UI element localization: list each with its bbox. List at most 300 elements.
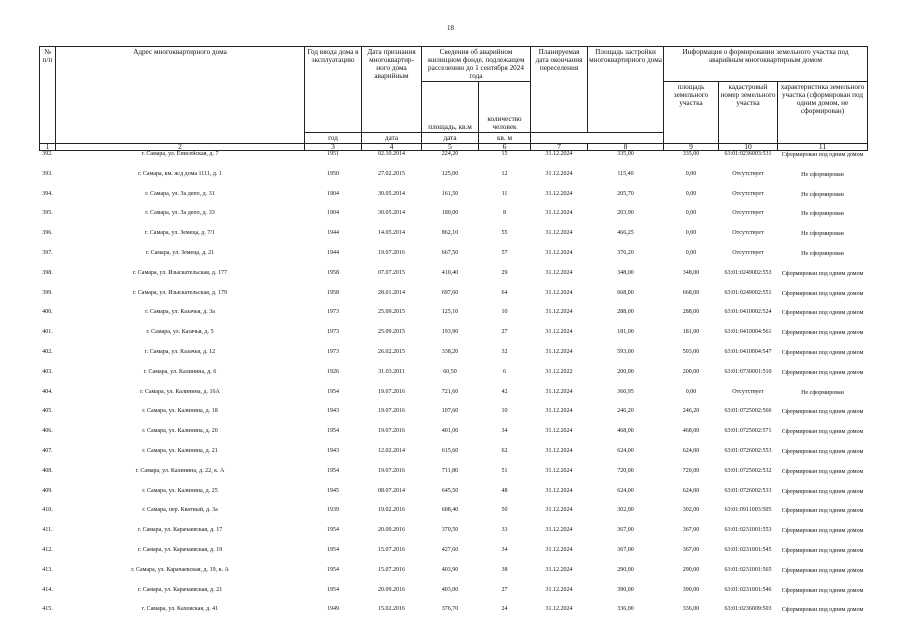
table-row: [40, 369, 868, 389]
cadastral-number-cell: 63:01:0231001:546: [724, 586, 772, 593]
area-cell: 107,60: [441, 408, 459, 415]
building-area-cell: 290,00: [617, 566, 634, 573]
address-cell: г. Самара, пер. Кватный, д. 3а: [142, 507, 218, 514]
row-number: 401.: [42, 329, 53, 336]
area-cell: 180,00: [441, 210, 459, 217]
planned-date-cell: 31.12.2024: [545, 289, 573, 296]
building-area-cell: 200,00: [617, 368, 634, 375]
land-status-cell: Сформирован под одним домом: [781, 448, 864, 455]
people-count-cell: 57: [501, 249, 508, 256]
emergency-date-cell: 08.07.2014: [378, 487, 405, 494]
people-count-cell: 10: [501, 309, 508, 316]
land-area-cell: 593,00: [682, 348, 700, 355]
area-cell: 427,60: [441, 546, 459, 553]
land-area-cell: 624,00: [682, 487, 700, 494]
cadastral-number-cell: 63:01:0236003:531: [724, 151, 772, 157]
year-built-cell: 1958: [327, 289, 339, 296]
column-number: 10: [719, 144, 778, 151]
people-count-cell: 38: [501, 566, 508, 573]
cadastral-number-cell: Отсутствует: [732, 230, 764, 237]
area-cell: 615,60: [441, 447, 459, 454]
year-built-cell: 1954: [327, 586, 339, 593]
row-number: 402.: [42, 348, 53, 355]
header-number: № п/п: [40, 47, 56, 144]
land-area-cell: 468,00: [682, 428, 700, 435]
year-built-cell: 1954: [327, 566, 339, 573]
people-count-cell: 62: [501, 447, 508, 454]
table-body: [40, 151, 868, 627]
column-number: 1: [40, 144, 56, 151]
planned-date-cell: 31.12.2024: [545, 170, 573, 177]
building-area-cell: 720,00: [617, 467, 634, 474]
building-area-cell: 367,00: [617, 546, 634, 553]
year-built-cell: 1944: [327, 230, 339, 237]
building-area-cell: 335,00: [617, 151, 634, 157]
address-cell: г. Самара, ул. Калинина, д. 20: [142, 428, 218, 435]
page-number: 18: [447, 24, 454, 32]
planned-date-cell: 31.12.2024: [545, 447, 573, 454]
land-area-cell: 0,00: [685, 210, 697, 217]
land-status-cell: Сформирован под одним домом: [781, 587, 864, 594]
header-land-info: Информация о формировании земельного участка под аварийным многоквартирным домом: [664, 47, 868, 82]
planned-date-cell: 31.12.2024: [545, 210, 573, 217]
people-count-cell: 15: [501, 151, 508, 157]
header-emergency-fund: Сведения об аварийном жилищном фонде, подлежащем расселению до 1 сентября 2024 года: [422, 47, 531, 82]
address-cell: г. Самара, ул. Казачья, д. 12: [144, 348, 216, 355]
address-cell: г. Самара, ул. Енисейская, д. 7: [141, 151, 219, 157]
planned-date-cell: 31.12.2024: [545, 527, 573, 534]
address-cell: г. Самара, км. ж/д дома 1111, д. 1: [138, 170, 222, 177]
row-number: 399.: [42, 289, 53, 296]
emergency-housing-table: [39, 46, 868, 626]
year-built-cell: 1954: [327, 428, 339, 435]
address-cell: г. Самара, ул. Карачаевская, д. 21: [137, 586, 223, 593]
cadastral-number-cell: 63:01:0231001:545: [724, 546, 772, 553]
table-row: [40, 448, 868, 468]
area-cell: 711,80: [441, 467, 459, 474]
table-row: [40, 428, 868, 448]
cadastral-number-cell: 63:01:0231001:565: [724, 566, 772, 573]
column-numbers-row: [40, 144, 868, 151]
year-built-cell: 1904: [327, 190, 339, 197]
emergency-date-cell: 19.07.2016: [378, 467, 405, 474]
cadastral-number-cell: 63:01:0231001:553: [724, 527, 772, 534]
header-address: Адрес многоквартирного дома: [56, 47, 305, 144]
cadastral-number-cell: 63:01:0236009:503: [724, 606, 772, 613]
land-status-cell: Сформирован под одним домом: [781, 528, 864, 535]
people-count-cell: 32: [501, 348, 508, 355]
people-count-cell: 48: [501, 487, 508, 494]
land-status-cell: Сформирован под одним домом: [781, 547, 864, 554]
year-built-cell: 1973: [327, 309, 339, 316]
table-row: [40, 567, 868, 587]
area-cell: 410,40: [441, 269, 459, 276]
building-area-cell: 360,95: [617, 388, 634, 395]
land-area-cell: 288,00: [682, 309, 700, 316]
cadastral-number-cell: 63:01:0249002:553: [724, 269, 772, 276]
land-area-cell: 390,00: [682, 586, 700, 593]
table-row: [40, 250, 868, 270]
land-area-cell: 720,00: [682, 467, 700, 474]
emergency-date-cell: 15.07.2016: [378, 566, 405, 573]
emergency-date-cell: 19.07.2016: [378, 428, 405, 435]
header-building-area: Площадь застройки многоквартирного дома: [588, 47, 664, 133]
table-row: [40, 309, 868, 329]
header-units-year: год: [305, 133, 362, 144]
land-area-cell: 336,00: [682, 606, 700, 613]
cadastral-number-cell: Отсутствует: [732, 210, 764, 217]
area-cell: 161,50: [441, 190, 459, 197]
header-units-people: количество человек: [479, 82, 531, 133]
cadastral-number-cell: 63:01:0725002:532: [724, 467, 772, 474]
cadastral-number-cell: 63:01:0249002:551: [724, 289, 772, 296]
area-cell: 193,90: [441, 329, 459, 336]
emergency-date-cell: 02.10.2014: [378, 151, 405, 157]
land-status-cell: Не сформирован: [801, 171, 844, 178]
planned-date-cell: 31.12.2024: [545, 249, 573, 256]
header-emergency-date: Дата признания многоквартир-ного дома аварийным: [362, 47, 422, 133]
people-count-cell: 29: [501, 269, 508, 276]
land-status-cell: Сформирован под одним домом: [781, 369, 864, 376]
land-status-cell: Сформирован под одним домом: [781, 349, 864, 356]
year-built-cell: 1973: [327, 329, 339, 336]
land-area-cell: 246,20: [682, 408, 700, 415]
land-area-cell: 290,00: [682, 566, 700, 573]
land-status-cell: Сформирован под одним домом: [781, 607, 864, 614]
emergency-date-cell: 07.07.2015: [378, 269, 405, 276]
header-units-plan-date: дата: [422, 133, 479, 144]
table-row: [40, 151, 868, 171]
year-built-cell: 1945: [327, 487, 339, 494]
area-cell: 721,60: [441, 388, 459, 395]
cadastral-number-cell: 63:01:0726002:533: [724, 487, 772, 494]
emergency-date-cell: 25.09.2015: [378, 309, 405, 316]
year-built-cell: 1951: [327, 151, 339, 157]
land-status-cell: Сформирован под одним домом: [781, 468, 864, 475]
address-cell: г. Самара, ул. Земеца, д. 21: [145, 249, 215, 256]
area-cell: 401,00: [441, 428, 459, 435]
row-number: 394.: [42, 190, 53, 197]
row-number: 415.: [42, 606, 53, 613]
people-count-cell: 34: [501, 428, 508, 435]
emergency-date-cell: 19.07.2016: [378, 408, 405, 415]
row-number: 414.: [42, 586, 53, 593]
address-cell: г. Самара, ул. Казачья, д. 5: [146, 329, 214, 336]
area-cell: 403,90: [441, 566, 459, 573]
cadastral-number-cell: 63:01:0725002:566: [724, 408, 772, 415]
row-number: 393.: [42, 170, 53, 177]
building-area-cell: 390,00: [617, 586, 634, 593]
planned-date-cell: 31.12.2024: [545, 408, 573, 415]
land-status-cell: Не сформирован: [801, 231, 844, 238]
cadastral-number-cell: 63:01:0911003:505: [724, 507, 772, 514]
land-status-cell: Не сформирован: [801, 211, 844, 218]
column-number: 3: [305, 144, 362, 151]
row-number: 406.: [42, 428, 53, 435]
land-area-cell: 348,00: [682, 269, 700, 276]
table-row: [40, 527, 868, 547]
address-cell: г. Самара, ул. Калинина, д. 21: [142, 447, 218, 454]
land-status-cell: Сформирован под одним домом: [781, 488, 864, 495]
table-row: [40, 507, 868, 527]
area-cell: 608,40: [441, 507, 459, 514]
table-row: [40, 171, 868, 191]
address-cell: г. Самара, ул. За депо, д. 33: [145, 210, 215, 217]
land-status-cell: Не сформирован: [801, 250, 844, 257]
year-built-cell: 1954: [327, 546, 339, 553]
land-status-cell: Сформирован под одним домом: [781, 567, 864, 574]
planned-date-cell: 31.12.2024: [545, 190, 573, 197]
planned-date-cell: 31.12.2024: [545, 230, 573, 237]
table-row: [40, 329, 868, 349]
area-cell: 403,00: [441, 586, 459, 593]
emergency-date-cell: 12.02.2014: [378, 447, 405, 454]
table-row: [40, 230, 868, 250]
planned-date-cell: 31.12.2024: [545, 329, 573, 336]
planned-date-cell: 31.12.2024: [545, 586, 573, 593]
year-built-cell: 1954: [327, 388, 339, 395]
planned-date-cell: 31.12.2024: [545, 507, 573, 514]
land-area-cell: 200,00: [682, 368, 700, 375]
table-row: [40, 270, 868, 290]
area-cell: 667,50: [441, 249, 459, 256]
planned-date-cell: 31.12.2024: [545, 467, 573, 474]
people-count-cell: 27: [501, 329, 508, 336]
column-number: 2: [56, 144, 305, 151]
table-row: [40, 349, 868, 369]
people-count-cell: 33: [501, 527, 508, 534]
address-cell: г. Самара, ул. Каховская, д. 41: [141, 606, 219, 613]
cadastral-number-cell: Отсутствует: [732, 249, 764, 256]
land-status-cell: Сформирован под одним домом: [781, 409, 864, 416]
land-area-cell: 0,00: [685, 230, 697, 237]
table-row: [40, 408, 868, 428]
building-area-cell: 624,00: [617, 447, 634, 454]
column-number: 5: [422, 144, 479, 151]
people-count-cell: 11: [501, 190, 508, 197]
row-number: 410.: [42, 507, 53, 514]
land-status-cell: Сформирован под одним домом: [781, 290, 864, 297]
people-count-cell: 8: [503, 210, 506, 217]
column-number: 8: [588, 144, 664, 151]
header-units-sqm: кв. м: [479, 133, 531, 144]
land-status-cell: Не сформирован: [801, 191, 844, 198]
emergency-date-cell: 31.03.2011: [378, 368, 405, 375]
row-number: 407.: [42, 447, 53, 454]
building-area-cell: 624,00: [617, 487, 634, 494]
header-year-built: Год ввода дома в эксплуатацию: [305, 47, 362, 133]
building-area-cell: 668,00: [617, 289, 634, 296]
year-built-cell: 1943: [327, 408, 339, 415]
row-number: 398.: [42, 269, 53, 276]
emergency-date-cell: 27.02.2015: [378, 170, 405, 177]
address-cell: г. Самара, ул. Калинина, д. 18: [142, 408, 218, 415]
header-cadastral: кадастровый номер земельного участка: [719, 82, 778, 144]
row-number: 392.: [42, 151, 53, 157]
cadastral-number-cell: Отсутствует: [732, 190, 764, 197]
land-area-cell: 0,00: [685, 190, 697, 197]
area-cell: 370,50: [441, 527, 459, 534]
emergency-date-cell: 26.02.2015: [378, 348, 405, 355]
building-area-cell: 181,00: [617, 329, 634, 336]
row-number: 413.: [42, 566, 53, 573]
row-number: 409.: [42, 487, 53, 494]
land-status-cell: Сформирован под одним домом: [781, 270, 864, 277]
header-land-status: характеристика земельного участка (сформирован под одним домом, не сформирован): [778, 82, 868, 144]
building-area-cell: 246,20: [617, 408, 634, 415]
year-built-cell: 1944: [327, 249, 339, 256]
cadastral-number-cell: 63:01:0726002:553: [724, 447, 772, 454]
people-count-cell: 64: [501, 289, 508, 296]
area-cell: 60,50: [443, 368, 457, 375]
emergency-date-cell: 19.02.2016: [378, 507, 405, 514]
column-number: 11: [778, 144, 868, 151]
table-row: [40, 290, 868, 310]
address-cell: г. Самара, ул. Калинина, д. 25: [142, 487, 218, 494]
cadastral-number-cell: 63:01:0410004:547: [724, 348, 772, 355]
address-cell: г. Самара, ул. Земеца, д. 7/1: [145, 230, 215, 237]
row-number: 411.: [42, 527, 53, 534]
planned-date-cell: 31.12.2024: [545, 428, 573, 435]
row-number: 404.: [42, 388, 53, 395]
header-land-area: площадь земельного участка: [664, 82, 719, 144]
cadastral-number-cell: 63:01:0725002:571: [724, 428, 772, 435]
emergency-date-cell: 20.09.2016: [378, 586, 405, 593]
table-row: [40, 191, 868, 211]
table-row: [40, 547, 868, 567]
row-number: 400.: [42, 309, 53, 316]
building-area-cell: 348,00: [617, 269, 634, 276]
planned-date-cell: 31.12.2024: [545, 388, 573, 395]
row-number: 405.: [42, 408, 53, 415]
building-area-cell: 205,70: [617, 190, 634, 197]
land-area-cell: 0,00: [685, 170, 697, 177]
land-status-cell: Сформирован под одним домом: [781, 310, 864, 317]
emergency-date-cell: 19.07.2016: [378, 249, 405, 256]
table-row: [40, 587, 868, 607]
address-cell: г. Самара, ул. За депо, д. 31: [145, 190, 215, 197]
area-cell: 645,50: [441, 487, 459, 494]
people-count-cell: 10: [501, 408, 508, 415]
area-cell: 125,10: [441, 309, 459, 316]
year-built-cell: 1954: [327, 527, 339, 534]
planned-date-cell: 31.12.2024: [545, 606, 573, 613]
table-header: [40, 47, 868, 151]
land-area-cell: 624,00: [682, 447, 700, 454]
building-area-cell: 288,00: [617, 309, 634, 316]
planned-date-cell: 31.12.2024: [545, 151, 573, 157]
year-built-cell: 1950: [327, 170, 339, 177]
column-number: 4: [362, 144, 422, 151]
year-built-cell: 1939: [327, 507, 339, 514]
column-number: 6: [479, 144, 531, 151]
people-count-cell: 6: [503, 368, 506, 375]
building-area-cell: 336,00: [617, 606, 634, 613]
people-count-cell: 27: [501, 586, 508, 593]
emergency-date-cell: 30.05.2014: [378, 210, 405, 217]
year-built-cell: 1973: [327, 348, 339, 355]
land-area-cell: 668,00: [682, 289, 700, 296]
land-area-cell: 335,00: [682, 151, 700, 157]
land-area-cell: 0,00: [685, 388, 697, 395]
people-count-cell: 51: [501, 467, 508, 474]
people-count-cell: 24: [501, 606, 508, 613]
land-status-cell: Сформирован под одним домом: [781, 330, 864, 337]
building-area-cell: 466,25: [617, 230, 634, 237]
year-built-cell: 1954: [327, 467, 339, 474]
row-number: 412.: [42, 546, 53, 553]
table-row: [40, 389, 868, 409]
row-number: 408.: [42, 467, 53, 474]
address-cell: г. Самара, ул. Изыскательская, д. 177: [133, 269, 227, 276]
land-area-cell: 367,00: [682, 546, 700, 553]
address-cell: г. Самара, ул. Калинина, д. 6: [143, 368, 217, 375]
area-cell: 338,20: [441, 348, 459, 355]
building-area-cell: 593,00: [617, 348, 634, 355]
planned-date-cell: 31.12.2024: [545, 269, 573, 276]
table-row: [40, 606, 868, 626]
area-cell: 697,60: [441, 289, 459, 296]
emergency-date-cell: 14.05.2014: [378, 230, 405, 237]
planned-date-cell: 31.12.2024: [545, 566, 573, 573]
people-count-cell: 55: [501, 230, 508, 237]
area-cell: 125,00: [441, 170, 459, 177]
row-number: 397.: [42, 249, 53, 256]
row-number: 396.: [42, 230, 53, 237]
cadastral-number-cell: 63:01:0730001:510: [724, 368, 772, 375]
cadastral-number-cell: 63:01:0410002:524: [724, 309, 772, 316]
land-status-cell: Сформирован под одним домом: [781, 508, 864, 515]
header-units-date: дата: [362, 133, 422, 144]
table-row: [40, 468, 868, 488]
building-area-cell: 302,00: [617, 507, 634, 514]
people-count-cell: 12: [501, 170, 508, 177]
area-cell: 224,20: [441, 151, 459, 157]
emergency-date-cell: 15.02.2016: [378, 606, 405, 613]
emergency-date-cell: 20.09.2016: [378, 527, 405, 534]
address-cell: г. Самара, ул. Изыскательская, д. 179: [133, 289, 227, 296]
year-built-cell: 1943: [327, 447, 339, 454]
cadastral-number-cell: Отсутствует: [732, 388, 764, 395]
year-built-cell: 1926: [327, 368, 339, 375]
land-status-cell: Не сформирован: [801, 389, 844, 396]
row-number: 403.: [42, 368, 53, 375]
column-number: 7: [531, 144, 588, 151]
address-cell: г. Самара, ул. Калинина, д. 16А: [140, 388, 220, 395]
address-cell: г. Самара, ул. Казачья, д. 3а: [145, 309, 215, 316]
people-count-cell: 50: [501, 507, 508, 514]
header-units-area: площадь, кв.м: [422, 82, 479, 133]
planned-date-cell: 31.12.2024: [545, 348, 573, 355]
address-cell: г. Самара, ул. Карачаевская, д. 19: [137, 546, 223, 553]
building-area-cell: 468,00: [617, 428, 634, 435]
cadastral-number-cell: 63:01:0410004:561: [724, 329, 772, 336]
address-cell: г. Самара, ул. Карачаевская, д. 17: [137, 527, 223, 534]
emergency-date-cell: 19.07.2016: [378, 388, 405, 395]
building-area-cell: 203,90: [617, 210, 634, 217]
address-cell: г. Самара, ул. Карачаевская, д. 19, к. А: [131, 566, 229, 573]
planned-date-cell: 31.12.2022: [545, 368, 573, 375]
planned-date-cell: 31.12.2024: [545, 309, 573, 316]
year-built-cell: 1958: [327, 269, 339, 276]
land-area-cell: 302,00: [682, 507, 700, 514]
building-area-cell: 367,00: [617, 527, 634, 534]
land-area-cell: 0,00: [685, 249, 697, 256]
land-status-cell: Сформирован под одним домом: [781, 152, 864, 158]
planned-date-cell: 31.12.2024: [545, 546, 573, 553]
header-planned-date: Планируемая дата окончания переселения: [531, 47, 588, 133]
area-cell: 862,10: [441, 230, 459, 237]
